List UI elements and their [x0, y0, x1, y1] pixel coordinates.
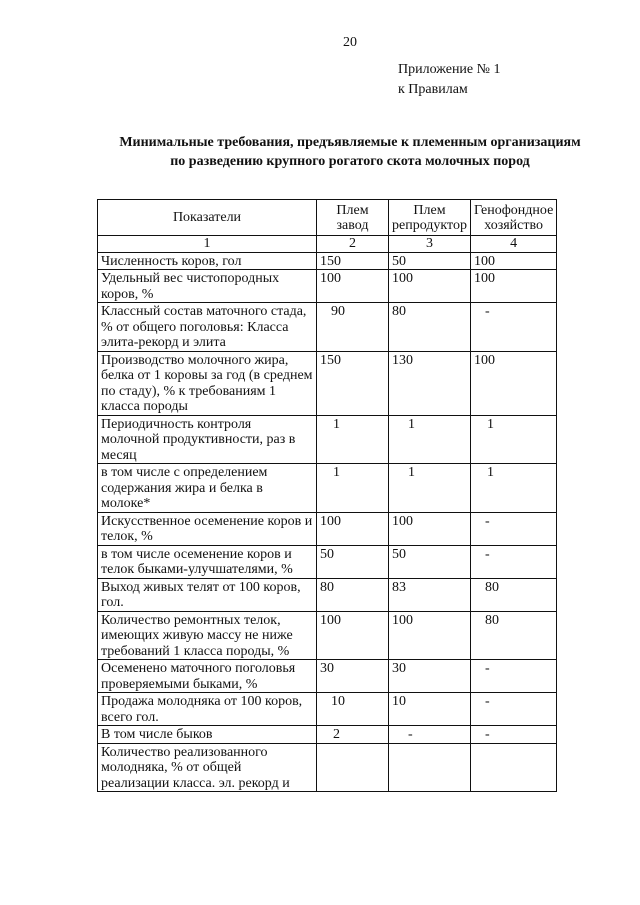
row-label: в том числе с определением содержания жира и белка в молоке* — [98, 464, 317, 513]
value-genofond: - — [470, 726, 556, 744]
table-row — [98, 303, 557, 352]
appendix-number: Приложение № 1 — [398, 62, 501, 77]
table-row — [98, 611, 557, 660]
table-row — [98, 464, 557, 513]
value-genofond: - — [470, 660, 556, 693]
heading-line-1: Минимальные требования, предъявляемые к племенным организациям — [119, 135, 581, 150]
value-genofond: 80 — [470, 578, 556, 611]
header-plem-reproduktor: Плем репродуктор — [389, 200, 471, 236]
value-genofond — [470, 743, 556, 792]
value-genofond: 80 — [470, 611, 556, 660]
table-row — [98, 743, 557, 792]
value-plem-zavod: 30 — [317, 660, 389, 693]
value-plem-reproduktor: 130 — [389, 351, 471, 415]
table-header-row — [98, 200, 557, 236]
value-plem-reproduktor: 30 — [389, 660, 471, 693]
value-plem-zavod: 1 — [317, 415, 389, 464]
value-plem-reproduktor: 10 — [389, 693, 471, 726]
row-label: Численность коров, гол — [98, 252, 317, 270]
table-row — [98, 545, 557, 578]
column-number-row — [98, 236, 557, 253]
value-plem-reproduktor: 50 — [389, 545, 471, 578]
value-plem-zavod: 50 — [317, 545, 389, 578]
row-label: Осеменено маточного поголовья проверяемыми быками, % — [98, 660, 317, 693]
value-plem-zavod: 150 — [317, 252, 389, 270]
value-genofond: 100 — [470, 270, 556, 303]
row-label: Выход живых телят от 100 коров, гол. — [98, 578, 317, 611]
value-genofond: 100 — [470, 252, 556, 270]
value-plem-zavod: 150 — [317, 351, 389, 415]
value-plem-zavod: 1 — [317, 464, 389, 513]
header-genofond: Генофондное хозяйство — [470, 200, 556, 236]
row-label: Классный состав маточного стада, % от общего поголовья: Класса элита-рекорд и элита — [98, 303, 317, 352]
value-genofond: 100 — [470, 351, 556, 415]
value-plem-zavod: 100 — [317, 270, 389, 303]
value-genofond: - — [470, 545, 556, 578]
table-row — [98, 578, 557, 611]
row-label: Продажа молодняка от 100 коров, всего гол. — [98, 693, 317, 726]
value-plem-zavod: 80 — [317, 578, 389, 611]
table-row — [98, 512, 557, 545]
value-plem-zavod: 100 — [317, 611, 389, 660]
value-plem-reproduktor: 100 — [389, 611, 471, 660]
row-label: в том числе осеменение коров и телок быками-улучшателями, % — [98, 545, 317, 578]
table-row — [98, 693, 557, 726]
value-plem-reproduktor: - — [389, 726, 471, 744]
value-genofond: 1 — [470, 415, 556, 464]
document-heading — [95, 133, 605, 171]
row-label: Периодичность контроля молочной продуктивности, раз в месяц — [98, 415, 317, 464]
value-plem-zavod: 10 — [317, 693, 389, 726]
value-plem-reproduktor: 100 — [389, 512, 471, 545]
value-plem-zavod: 100 — [317, 512, 389, 545]
appendix-reference — [398, 60, 501, 100]
column-number: 2 — [317, 236, 389, 253]
table-row — [98, 351, 557, 415]
value-plem-reproduktor: 1 — [389, 464, 471, 513]
value-plem-zavod — [317, 743, 389, 792]
value-genofond: - — [470, 303, 556, 352]
value-plem-reproduktor: 100 — [389, 270, 471, 303]
table-row — [98, 415, 557, 464]
row-label: Количество ремонтных телок, имеющих живую массу не ниже требований 1 класса породы, % — [98, 611, 317, 660]
page-number: 20 — [343, 35, 357, 50]
value-plem-reproduktor: 50 — [389, 252, 471, 270]
value-plem-zavod: 90 — [317, 303, 389, 352]
row-label: Искусственное осеменение коров и телок, % — [98, 512, 317, 545]
requirements-table — [97, 199, 557, 792]
heading-line-2: по разведению крупного рогатого скота молочных пород — [170, 154, 530, 169]
value-plem-reproduktor: 83 — [389, 578, 471, 611]
table-row — [98, 660, 557, 693]
row-label: Производство молочного жира, белка от 1 коровы за год (в среднем по стаду), % к требованиям 1 класса породы — [98, 351, 317, 415]
value-plem-reproduktor: 1 — [389, 415, 471, 464]
header-plem-zavod: Плем завод — [317, 200, 389, 236]
column-number: 3 — [389, 236, 471, 253]
row-label: Удельный вес чистопородных коров, % — [98, 270, 317, 303]
column-number: 4 — [470, 236, 556, 253]
value-genofond: - — [470, 693, 556, 726]
header-indicators: Показатели — [98, 200, 317, 236]
value-genofond: - — [470, 512, 556, 545]
table-row — [98, 252, 557, 270]
value-plem-reproduktor — [389, 743, 471, 792]
table-row — [98, 726, 557, 744]
row-label: В том числе быков — [98, 726, 317, 744]
value-genofond: 1 — [470, 464, 556, 513]
value-plem-reproduktor: 80 — [389, 303, 471, 352]
value-plem-zavod: 2 — [317, 726, 389, 744]
table-row — [98, 270, 557, 303]
row-label: Количество реализованного молодняка, % от общей реализации класса. эл. рекорд и — [98, 743, 317, 792]
appendix-rules: к Правилам — [398, 82, 468, 97]
column-number: 1 — [98, 236, 317, 253]
